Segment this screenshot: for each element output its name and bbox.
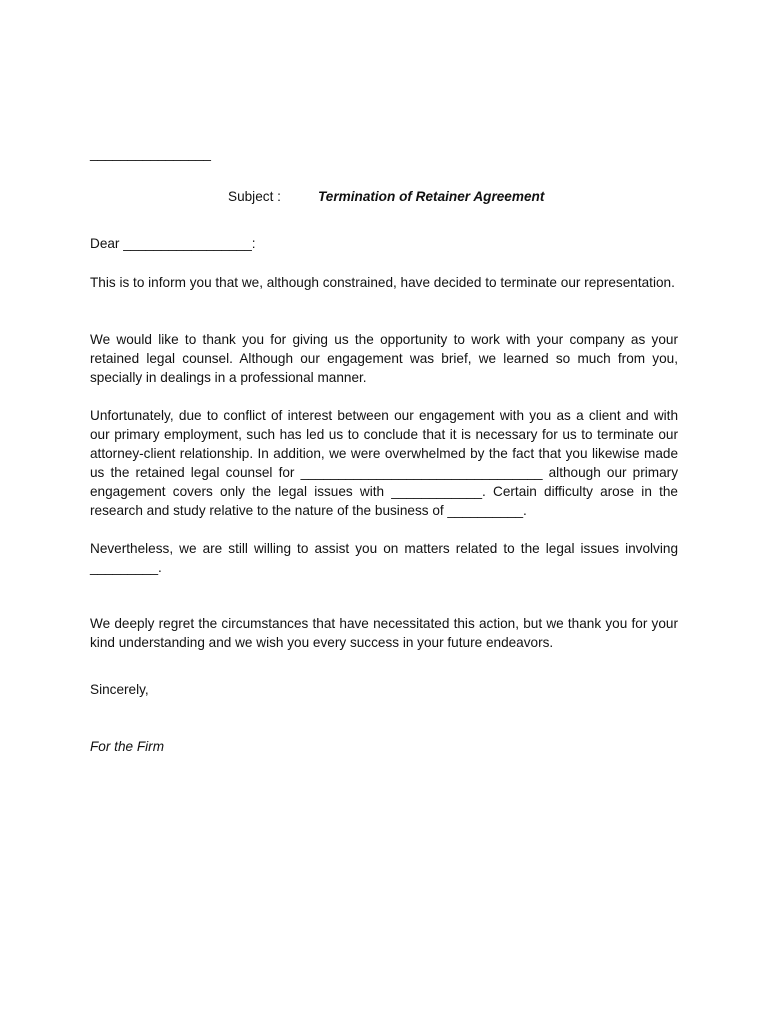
subject-line xyxy=(0,187,768,207)
signature-line: For the Firm xyxy=(90,739,165,754)
body-paragraph-thanks: We would like to thank you for giving us the opportunity to work with your company as your retained legal counsel. Although our engagement was brief, we learned so much from you, specially in dealings in a professional manner. xyxy=(90,332,678,385)
subject-label: Subject : xyxy=(228,189,281,204)
body-paragraph-conflict: Unfortunately, due to conflict of interest between our engagement with you as a client and with our primary employment, such has led us to conclude that it is necessary for us to terminate our attorney-client relationship. In addition, we were overwhelmed by the fact that you likewise made us the retained legal counsel for ________________________________ although our primary engagement covers only the legal issues with ____________. Certain difficulty arose in the research and study relative to the nature of the business of __________. xyxy=(90,408,678,518)
date-blank-line: ________________ xyxy=(90,146,211,161)
body-paragraph-intro: This is to inform you that we, although constrained, have decided to terminate our representation. xyxy=(90,275,675,290)
body-paragraph-regret: We deeply regret the circumstances that have necessitated this action, but we thank you for your kind understanding and we wish you every success in your future endeavors. xyxy=(90,616,678,650)
body-paragraph-assistance: Nevertheless, we are still willing to assist you on matters related to the legal issues involving _________. xyxy=(90,541,678,575)
closing-line: Sincerely, xyxy=(90,682,149,697)
subject-title: Termination of Retainer Agreement xyxy=(318,189,545,204)
salutation: Dear _________________: xyxy=(90,236,256,251)
